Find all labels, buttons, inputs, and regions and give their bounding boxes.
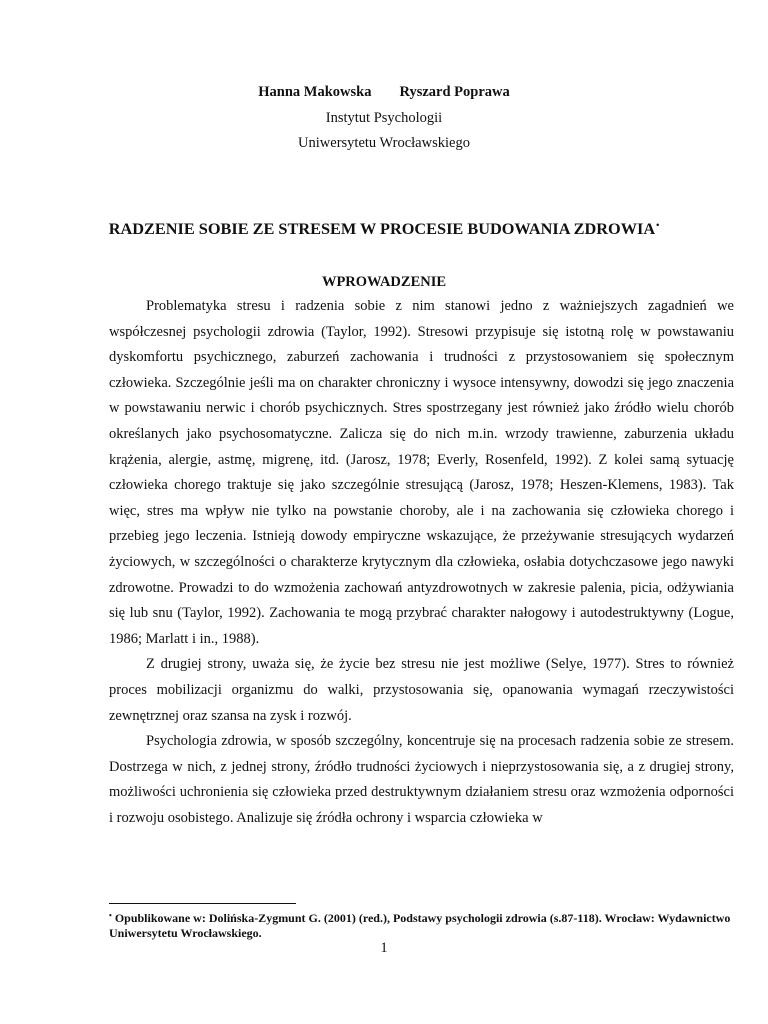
body-text <box>109 294 734 831</box>
footnote-mark: • <box>109 911 112 920</box>
author-name: Ryszard Poprawa <box>399 84 510 100</box>
university-name: Uniwersytetu Wrocławskiego <box>298 135 470 151</box>
paragraph: Problematyka stresu i radzenia sobie z nim stanowi jedno z ważniejszych zagadnień we współczesnej psychologii zdrowia (Taylor, 1992). Stresowi przypisuje się istotną rolę w powstawaniu dyskomfortu psychicznego, zaburzeń zachowania i trudności z przystosowaniem się społecznym człowieka. Szczególnie jeśli ma on charakter chroniczny i wysoce intensywny, dowodzi się jego znaczenia w powstawaniu nerwic i chorób psychicznych. Stres spostrzegany jest również jako źródło wielu chorób określanych jako psychosomatyczne. Zalicza się do nich m.in. wrzody trawienne, zaburzenia układu krążenia, alergie, astmę, migrenę, itd. (Jarosz, 1978; Everly, Rosenfeld, 1992). Z kolei samą sytuację człowieka chorego traktuje się jako szczególnie stresującą (Jarosz, 1978; Heszen-Klemens, 1983). Tak więc, stres ma wpływ nie tylko na powstanie choroby, ale i na zachowania się człowieka chorego i przebieg jego leczenia. Istnieją dowody empiryczne wskazujące, że przeżywanie stresujących wydarzeń życiowych, w szczególności o charakterze krytycznym dla człowieka, osłabia dotychczasowe jego nawyki zdrowotne. Prowadzi to do wzmożenia zachowań antyzdrowotnych w zakresie palenia, picia, odżywiania się lub snu (Taylor, 1992). Zachowania te mogą przybrać charakter nałogowy i autodestruktywny (Logue, 1986; Marlatt i in., 1988). <box>109 298 734 647</box>
section-heading: WPROWADZENIE <box>321 274 447 290</box>
authors-line <box>0 84 768 101</box>
document-title <box>0 219 768 239</box>
author-name: Hanna Makowska <box>258 84 372 100</box>
footnote-marker: • <box>656 220 660 230</box>
paragraph: Z drugiej strony, uważa się, że życie bez stresu nie jest możliwe (Selye, 1977). Stres to również proces mobilizacji organizmu do walki, przystosowania się, opanowania wymagań rzeczywistości zewnętrznej oraz szansa na zysk i rozwój. <box>109 656 734 724</box>
footnote-divider <box>109 903 296 904</box>
paragraph: Psychologia zdrowia, w sposób szczególny, koncentruje się na procesach radzenia sobie ze stresem. Dostrzega w nich, z jednej strony, źródło trudności życiowych i nieprzystosowania się, a z drugiej strony, możliwości uchronienia się człowieka przed destruktywnym działaniem stresu oraz wzmożenia odporności i rozwoju osobistego. Analizuje się źródła ochrony i wsparcia człowieka w <box>109 733 734 826</box>
title-text: RADZENIE SOBIE ZE STRESEM W PROCESIE BUDOWANIA ZDROWIA <box>108 219 656 238</box>
page-number: 1 <box>380 940 388 956</box>
footnote <box>109 909 739 940</box>
footnote-text: Opublikowane w: Dolińska-Zygmunt G. (2001) (red.), Podstawy psychologii zdrowia (s.87-118). Wrocław: Wydawnictwo Uniwersytetu Wrocławskiego. <box>109 911 731 940</box>
institute-name: Instytut Psychologii <box>325 110 443 126</box>
